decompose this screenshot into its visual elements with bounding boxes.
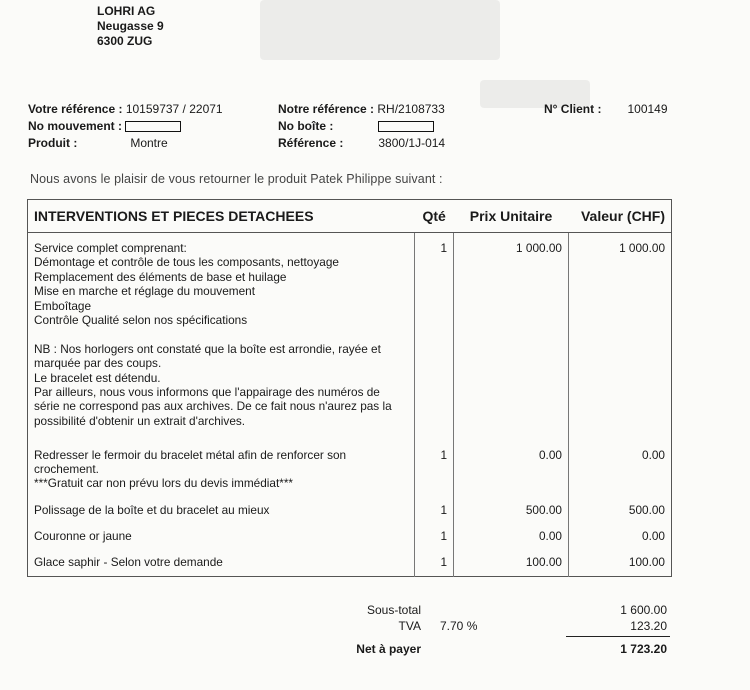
header-valeur: Valeur (CHF): [568, 200, 671, 233]
client-label: N° Client :: [544, 102, 602, 116]
votre-reference-label: Votre référence :: [28, 102, 123, 116]
redacted-box: [125, 121, 181, 132]
produit-value: Montre: [130, 136, 168, 150]
row-valeur: 500.00: [568, 503, 671, 529]
address-block: [97, 4, 164, 49]
table-row: [28, 555, 672, 577]
row-qte: 1: [415, 529, 454, 555]
no-boite-label: No boîte :: [278, 119, 334, 133]
reference-column-left: [28, 101, 223, 152]
row-qte: 1: [415, 555, 454, 577]
table-row: [28, 503, 672, 529]
row-description: Couronne or jaune: [34, 528, 132, 543]
interventions-table: [27, 199, 672, 577]
row-prix: 0.00: [454, 529, 569, 555]
row-prix: 0.00: [454, 448, 569, 503]
notre-reference-label: Notre référence :: [278, 102, 375, 116]
votre-reference-value: 10159737 / 22071: [125, 102, 223, 116]
reference-label: Référence :: [278, 136, 344, 150]
reference-column-middle: [278, 101, 445, 152]
street: Neugasse 9: [97, 19, 164, 33]
tva-rate: 7.70 %: [440, 619, 478, 633]
row-valeur: 0.00: [568, 529, 671, 555]
no-mouvement-label: No mouvement :: [28, 119, 123, 133]
row-valeur: 0.00: [568, 448, 671, 503]
row-description: Redresser le fermoir du bracelet métal afin de renforcer son crochement. ***Gratuit car non prévu lors du devis immédiat***: [34, 447, 347, 491]
row-valeur: 100.00: [568, 555, 671, 577]
client-value: 100149: [627, 102, 668, 116]
table-header-row: [28, 200, 672, 233]
row-valeur: 1 000.00: [568, 233, 671, 448]
net-value: 1 723.20: [620, 642, 667, 656]
sous-total-label: Sous-total: [366, 603, 421, 617]
row-description: Service complet comprenant: Démontage et contrôle de tous les composants, nettoyage Remplacement des éléments de base et huilage Mise en marche et réglage du mouvement Emboîtage Contrôle Qualité selon nos spécifications NB : Nos horlogers ont constaté que la boîte est arrondie, rayée et marquée par des coups. Le bracelet est détendu. Par ailleurs, nous vous informons que l'appairage des numéros de série ne correspond pas aux archives. De ce fait nous n'aurez pas la possibilité d'obtenir un extrait d'archives.: [34, 241, 392, 428]
tva-value: 123.20: [630, 619, 667, 633]
row-prix: 100.00: [454, 555, 569, 577]
row-prix: 500.00: [454, 503, 569, 529]
table-row: [28, 529, 672, 555]
header-interventions: INTERVENTIONS ET PIECES DETACHEES: [28, 200, 415, 233]
company-name: LOHRI AG: [97, 4, 156, 18]
table-row: [28, 233, 672, 448]
header-qte: Qté: [415, 200, 454, 233]
city: 6300 ZUG: [97, 34, 153, 48]
row-description: Polissage de la boîte et du bracelet au mieux: [34, 502, 270, 517]
row-qte: 1: [415, 448, 454, 503]
redacted-box: [378, 121, 434, 132]
row-qte: 1: [415, 503, 454, 529]
produit-label: Produit :: [28, 136, 78, 150]
table-row: [28, 448, 672, 503]
header-prix-unitaire: Prix Unitaire: [454, 200, 569, 233]
reference-value: 3800/1J-014: [378, 136, 446, 150]
row-prix: 1 000.00: [454, 233, 569, 448]
client-number: [544, 101, 668, 118]
sous-total-value: 1 600.00: [620, 603, 667, 617]
totals-divider: [566, 636, 670, 637]
row-qte: 1: [415, 233, 454, 448]
net-label: Net à payer: [356, 642, 421, 656]
intro-text: Nous avons le plaisir de vous retourner le produit Patek Philippe suivant :: [30, 172, 443, 186]
tva-label: TVA: [398, 619, 421, 633]
notre-reference-value: RH/2108733: [377, 102, 445, 116]
row-description: Glace saphir - Selon votre demande: [34, 554, 223, 569]
